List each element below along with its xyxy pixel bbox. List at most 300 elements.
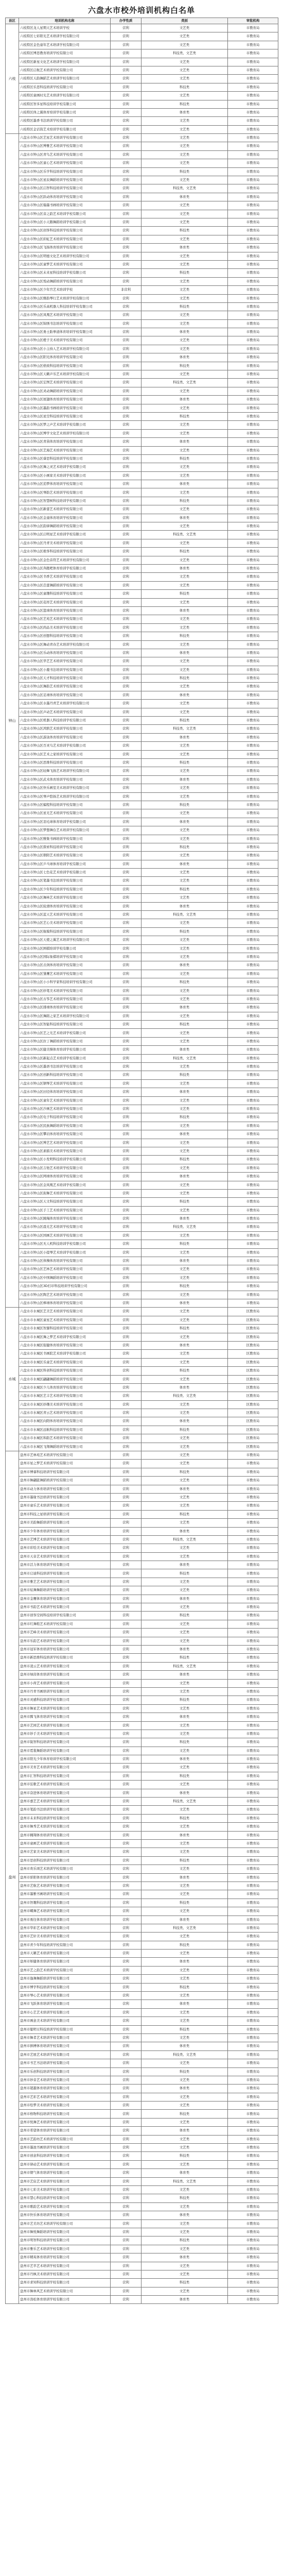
table-row — [6, 1383, 278, 1392]
table-row — [6, 2169, 278, 2177]
cell-approval-authority: 市教育局 — [228, 1037, 278, 1045]
cell-approval-authority: 市教育局 — [228, 1924, 278, 1932]
cell-category: 文艺类 — [142, 252, 228, 260]
cell-approval-authority: 市教育局 — [228, 1282, 278, 1291]
cell-approval-authority: 市教育局 — [228, 1992, 278, 2000]
table-row — [6, 1282, 278, 1291]
cell-operation-nature: 营利 — [111, 92, 142, 100]
cell-approval-authority: 市教育局 — [228, 2262, 278, 2270]
cell-approval-authority: 市教育局 — [228, 885, 278, 893]
cell-operation-nature: 营利 — [111, 1696, 142, 1704]
cell-category: 文艺类 — [142, 429, 228, 437]
cell-institution-name: 六枝特区新星文化艺术培训学校有限公司 — [19, 58, 111, 66]
cell-approval-authority: 市教育局 — [228, 471, 278, 480]
cell-operation-nature: 营利 — [111, 429, 142, 437]
table-row — [6, 1392, 278, 1400]
cell-category: 文艺类 — [142, 1139, 228, 1147]
cell-approval-authority: 市教育局 — [228, 894, 278, 902]
table-row — [6, 100, 278, 108]
cell-approval-authority: 市教育局 — [228, 227, 278, 235]
cell-operation-nature: 营利 — [111, 159, 142, 167]
cell-operation-nature: 营利 — [111, 1477, 142, 1485]
cell-institution-name: 盘州市天音艺术培训学校有限公司 — [19, 1552, 111, 1561]
cell-approval-authority: 市教育局 — [228, 286, 278, 294]
cell-institution-name: 六盘水市钟山区童趣科技培训学校有限公司 — [19, 590, 111, 598]
cell-operation-nature: 营利 — [111, 2236, 142, 2245]
cell-operation-nature: 营利 — [111, 2169, 142, 2177]
cell-category: 科技类 — [142, 1696, 228, 1704]
cell-operation-nature: 营利 — [111, 1755, 142, 1764]
cell-operation-nature: 营利 — [111, 1899, 142, 1907]
cell-operation-nature: 营利 — [111, 2067, 142, 2076]
cell-operation-nature: 营利 — [111, 66, 142, 74]
cell-institution-name: 六盘水市钟山区攀岩体育培训学校有限公司 — [19, 1130, 111, 1139]
table-row — [6, 1029, 278, 1037]
cell-institution-name: 盘州市欢乐颂艺术培训学校有限公司 — [19, 1865, 111, 1873]
cell-operation-nature: 营利 — [111, 1122, 142, 1130]
cell-operation-nature: 营利 — [111, 911, 142, 919]
cell-category: 文艺类 — [142, 471, 228, 480]
cell-category: 科技类 — [142, 2194, 228, 2202]
cell-category: 体育类 — [142, 1215, 228, 1223]
cell-category: 体育类 — [142, 1671, 228, 1679]
table-row — [6, 1147, 278, 1155]
cell-institution-name: 盘州市艺轩美术培训学校有限公司 — [19, 1933, 111, 1941]
cell-approval-authority: 区教育局 — [228, 1350, 278, 1358]
cell-approval-authority: 市教育局 — [228, 235, 278, 243]
cell-category: 体育类 — [142, 1646, 228, 1654]
cell-category: 文艺类 — [142, 1586, 228, 1595]
cell-institution-name: 六枝特区智多星科技培训学校有限公司 — [19, 100, 111, 108]
cell-category: 科技类 — [142, 843, 228, 851]
cell-category: 文艺类 — [142, 1460, 228, 1468]
cell-operation-nature: 营利 — [111, 623, 142, 632]
cell-institution-name: 六盘水市钟山区朝阳艺术培训学校有限公司 — [19, 852, 111, 860]
cell-approval-authority: 市教育局 — [228, 1046, 278, 1054]
cell-category: 文艺类 — [142, 2202, 228, 2211]
cell-category: 体育类 — [142, 244, 228, 252]
cell-operation-nature: 营利 — [111, 1460, 142, 1468]
table-row — [6, 666, 278, 674]
table-row — [6, 877, 278, 885]
cell-category: 文艺类 — [142, 1037, 228, 1045]
cell-approval-authority: 市教育局 — [228, 1265, 278, 1274]
cell-institution-name: 六盘水市钟山区奔跑吧体育培训学校有限公司 — [19, 565, 111, 573]
cell-institution-name: 六盘水市钟山区探索科技培训学校有限公司 — [19, 843, 111, 851]
cell-operation-nature: 营利 — [111, 1265, 142, 1274]
cell-institution-name: 六盘水市钟山区陶艺艺术培训学校有限公司 — [19, 1291, 111, 1299]
table-row — [6, 387, 278, 395]
cell-operation-nature: 营利 — [111, 1181, 142, 1189]
cell-operation-nature: 营利 — [111, 1173, 142, 1181]
cell-category: 科技类、文艺类 — [142, 1223, 228, 1231]
cell-category: 文艺类 — [142, 826, 228, 835]
cell-institution-name: 盘州市创意科技培训学校有限公司 — [19, 2152, 111, 2160]
cell-operation-nature: 营利 — [111, 885, 142, 893]
table-row — [6, 2177, 278, 2185]
cell-institution-name: 盘州市画意美术培训学校有限公司 — [19, 2017, 111, 2025]
cell-category: 科技类、文艺类 — [142, 1798, 228, 1806]
cell-category: 文艺类 — [142, 539, 228, 547]
cell-operation-nature: 营利 — [111, 1975, 142, 1983]
cell-institution-name: 六盘水市钟山区素描美术培训学校有限公司 — [19, 1147, 111, 1155]
table-row — [6, 1992, 278, 2000]
cell-operation-nature: 营利 — [111, 1375, 142, 1383]
cell-category: 体育类 — [142, 353, 228, 362]
cell-operation-nature: 营利 — [111, 41, 142, 49]
cell-approval-authority: 市教育局 — [228, 852, 278, 860]
cell-category: 体育类 — [142, 1958, 228, 1966]
cell-approval-authority: 市教育局 — [228, 1839, 278, 1848]
table-row — [6, 396, 278, 404]
cell-approval-authority: 市教育局 — [228, 2025, 278, 2033]
cell-approval-authority: 市教育局 — [228, 2076, 278, 2084]
cell-category: 文艺类 — [142, 1839, 228, 1848]
cell-approval-authority: 市教育局 — [228, 995, 278, 1003]
table-row — [6, 1299, 278, 1307]
cell-operation-nature: 营利 — [111, 125, 142, 133]
cell-category: 文艺类 — [142, 615, 228, 623]
cell-approval-authority: 市教育局 — [228, 1113, 278, 1122]
cell-operation-nature: 营利 — [111, 32, 142, 41]
cell-approval-authority: 市教育局 — [228, 336, 278, 345]
cell-operation-nature: 营利 — [111, 176, 142, 184]
table-row — [6, 328, 278, 336]
cell-approval-authority: 区教育局 — [228, 1358, 278, 1366]
cell-category: 体育类 — [142, 108, 228, 116]
cell-operation-nature: 营利 — [111, 1215, 142, 1223]
cell-operation-nature: 营利 — [111, 2160, 142, 2168]
cell-category: 科技类 — [142, 1367, 228, 1375]
cell-institution-name: 六盘水市钟山区少年科技培训学校有限公司 — [19, 885, 111, 893]
cell-operation-nature: 营利 — [111, 1586, 142, 1595]
cell-operation-nature: 营利 — [111, 1882, 142, 1890]
cell-institution-name: 六盘水市钟山区博雅艺术培训学校有限公司 — [19, 142, 111, 150]
cell-category: 体育类 — [142, 1485, 228, 1493]
cell-category: 文艺类 — [142, 767, 228, 775]
cell-institution-name: 盘州市矫健体育培训学校有限公司 — [19, 1958, 111, 1966]
cell-institution-name: 盘州市美育艺术培训学校有限公司 — [19, 1764, 111, 1772]
cell-operation-nature: 营利 — [111, 193, 142, 201]
cell-category: 文艺类 — [142, 142, 228, 150]
table-row — [6, 2127, 278, 2135]
cell-approval-authority: 市教育局 — [228, 691, 278, 699]
table-row — [6, 615, 278, 623]
cell-category: 文艺类 — [142, 1231, 228, 1240]
cell-category: 科技类 — [142, 1738, 228, 1747]
cell-approval-authority: 市教育局 — [228, 1772, 278, 1780]
table-row — [6, 2110, 278, 2118]
cell-operation-nature: 营利 — [111, 2253, 142, 2262]
cell-category: 科技类 — [142, 1856, 228, 1865]
table-row — [6, 2008, 278, 2016]
cell-operation-nature: 营利 — [111, 454, 142, 463]
cell-operation-nature: 营利 — [111, 362, 142, 370]
cell-category: 科技类 — [142, 1198, 228, 1206]
cell-operation-nature: 营利 — [111, 852, 142, 860]
table-row — [6, 345, 278, 353]
cell-approval-authority: 市教育局 — [228, 41, 278, 49]
table-row — [6, 2102, 278, 2110]
cell-approval-authority: 市教育局 — [228, 328, 278, 336]
cell-approval-authority: 市教育局 — [228, 1079, 278, 1088]
cell-institution-name: 六盘水市钟山区灵动舞蹈培训学校有限公司 — [19, 387, 111, 395]
cell-approval-authority: 市教育局 — [228, 58, 278, 66]
cell-approval-authority: 市教育局 — [228, 666, 278, 674]
cell-approval-authority: 市教育局 — [228, 1654, 278, 1662]
cell-category: 文艺类 — [142, 159, 228, 167]
cell-category: 文艺类 — [142, 387, 228, 395]
cell-institution-name: 六盘水市钟山区舞蹈之家艺术培训学校有限公司 — [19, 1012, 111, 1020]
cell-institution-name: 盘州市童画艺术培训学校有限公司 — [19, 1839, 111, 1848]
cell-institution-name: 盘州市灵感科技培训学校有限公司 — [19, 1696, 111, 1704]
cell-operation-nature: 营利 — [111, 2093, 142, 2101]
cell-approval-authority: 市教育局 — [228, 1747, 278, 1755]
cell-category: 文艺类 — [142, 41, 228, 49]
cell-institution-name: 六盘水市钟山区乐学科技培训学校有限公司 — [19, 167, 111, 176]
cell-category: 文艺类 — [142, 708, 228, 716]
table-row — [6, 632, 278, 640]
cell-operation-nature: 营利 — [111, 210, 142, 218]
cell-institution-name: 盘州市动力体育培训学校有限公司 — [19, 1485, 111, 1493]
cell-operation-nature: 营利 — [111, 514, 142, 522]
table-row — [6, 2042, 278, 2050]
cell-category: 体育类 — [142, 1417, 228, 1426]
cell-category: 体育类 — [142, 1341, 228, 1349]
cell-approval-authority: 区教育局 — [228, 1400, 278, 1409]
cell-approval-authority: 市教育局 — [228, 623, 278, 632]
table-row — [6, 480, 278, 488]
cell-operation-nature: 营利 — [111, 1831, 142, 1839]
table-row — [6, 379, 278, 387]
table-row — [6, 1400, 278, 1409]
table-row — [6, 1105, 278, 1113]
table-row — [6, 725, 278, 733]
cell-operation-nature: 营利 — [111, 1798, 142, 1806]
table-row — [6, 134, 278, 142]
table-row — [6, 2076, 278, 2084]
cell-category: 体育类 — [142, 1088, 228, 1096]
cell-approval-authority: 市教育局 — [228, 1823, 278, 1831]
cell-institution-name: 六盘水市水城区翩翩舞蹈培训学校有限公司 — [19, 1375, 111, 1383]
cell-operation-nature: 营利 — [111, 2262, 142, 2270]
cell-operation-nature: 营利 — [111, 1468, 142, 1476]
cell-category: 文艺类 — [142, 2033, 228, 2042]
table-row — [6, 1620, 278, 1628]
table-row — [6, 1460, 278, 1468]
table-row — [6, 41, 278, 49]
cell-institution-name: 六盘水市钟山区晨光艺术培训学校有限公司 — [19, 1223, 111, 1231]
cell-category: 体育类 — [142, 1004, 228, 1012]
cell-institution-name: 盘州市舞星艺术培训学校有限公司 — [19, 1704, 111, 1713]
cell-institution-name: 盘州市舞秀艺术培训学校有限公司 — [19, 1823, 111, 1831]
table-row — [6, 1831, 278, 1839]
cell-approval-authority: 市教育局 — [228, 1975, 278, 1983]
cell-category: 科技类 — [142, 2152, 228, 2160]
cell-approval-authority: 市教育局 — [228, 1856, 278, 1865]
table-row — [6, 1578, 278, 1586]
cell-approval-authority: 市教育局 — [228, 1468, 278, 1476]
cell-category: 文艺类 — [142, 150, 228, 159]
cell-institution-name: 盘州市艺宸艺术培训学校有限公司 — [19, 2177, 111, 2185]
cell-institution-name: 六盘水市水城区科创科技培训学校有限公司 — [19, 1367, 111, 1375]
table-row — [6, 218, 278, 226]
cell-institution-name: 六盘水市钟山区足球体育培训学校有限公司 — [19, 691, 111, 699]
cell-approval-authority: 市教育局 — [228, 674, 278, 683]
cell-category: 文艺类 — [142, 1434, 228, 1443]
cell-operation-nature: 营利 — [111, 1687, 142, 1696]
cell-operation-nature: 营利 — [111, 1950, 142, 1958]
table-row — [6, 1434, 278, 1443]
cell-institution-name: 盘州市精英体育培训学校有限公司 — [19, 2253, 111, 2262]
cell-category: 科技类、文艺类 — [142, 531, 228, 539]
table-row — [6, 1113, 278, 1122]
cell-institution-name: 六盘水市钟山区书香艺术培训学校有限公司 — [19, 573, 111, 581]
table-row — [6, 2296, 278, 2304]
cell-category: 科技类 — [142, 885, 228, 893]
cell-institution-name: 六盘水市钟山区艺术之家培训学校有限公司 — [19, 750, 111, 758]
cell-category: 文艺类 — [142, 1865, 228, 1873]
cell-approval-authority: 市教育局 — [228, 2110, 278, 2118]
cell-approval-authority: 市教育局 — [228, 2152, 278, 2160]
cell-category: 科技类 — [142, 1772, 228, 1780]
cell-institution-name: 六盘水市钟山区百灵鸟艺术培训学校有限公司 — [19, 742, 111, 750]
cell-institution-name: 六盘水市钟山区金色音符艺术培训学校有限公司 — [19, 556, 111, 564]
table-row — [6, 911, 278, 919]
cell-category: 文艺类 — [142, 2076, 228, 2084]
table-row — [6, 1325, 278, 1333]
table-row — [6, 1789, 278, 1797]
table-row — [6, 514, 278, 522]
cell-operation-nature: 营利 — [111, 1839, 142, 1848]
cell-operation-nature: 营利 — [111, 742, 142, 750]
table-row — [6, 767, 278, 775]
table-row — [6, 75, 278, 83]
table-row — [6, 1781, 278, 1789]
table-row — [6, 142, 278, 150]
table-row — [6, 286, 278, 294]
cell-operation-nature: 营利 — [111, 1223, 142, 1231]
cell-category: 科技类 — [142, 2067, 228, 2076]
cell-category: 科技类 — [142, 2236, 228, 2245]
cell-category: 文艺类 — [142, 1806, 228, 1814]
cell-category: 体育类 — [142, 1527, 228, 1535]
cell-institution-name: 盘州市艺彩艺术培训学校有限公司 — [19, 2093, 111, 2101]
cell-operation-nature: 营利 — [111, 1004, 142, 1012]
cell-category: 文艺类 — [142, 1578, 228, 1586]
cell-approval-authority: 市教育局 — [228, 2177, 278, 2185]
cell-category: 文艺类 — [142, 75, 228, 83]
cell-operation-nature: 营利 — [111, 1679, 142, 1687]
cell-institution-name: 六盘水市钟山区橙子美术培训学校有限公司 — [19, 336, 111, 345]
cell-category: 文艺类 — [142, 683, 228, 691]
table-row — [6, 471, 278, 480]
table-row — [6, 1257, 278, 1265]
cell-approval-authority: 区教育局 — [228, 1426, 278, 1434]
cell-operation-nature: 营利 — [111, 936, 142, 944]
cell-institution-name: 六盘水市钟山区华艺艺术培训学校有限公司 — [19, 657, 111, 666]
cell-category: 文艺类 — [142, 2144, 228, 2152]
cell-institution-name: 六盘水市钟山区排球体育培训学校有限公司 — [19, 1004, 111, 1012]
cell-approval-authority: 市教育局 — [228, 1223, 278, 1231]
table-row — [6, 252, 278, 260]
cell-operation-nature: 营利 — [111, 1130, 142, 1139]
cell-operation-nature: 营利 — [111, 2279, 142, 2287]
cell-category: 文艺类 — [142, 556, 228, 564]
table-row — [6, 260, 278, 268]
cell-category: 科技类、文艺类 — [142, 2177, 228, 2185]
cell-operation-nature: 营利 — [111, 2270, 142, 2278]
table-row — [6, 792, 278, 801]
cell-institution-name: 盘州市美韵舞蹈培训学校有限公司 — [19, 1519, 111, 1527]
cell-institution-name: 六盘水市钟山区极客科技培训学校有限公司 — [19, 548, 111, 556]
table-row — [6, 1316, 278, 1324]
cell-institution-name: 六枝特区体之翼体育培训学校有限公司 — [19, 108, 111, 116]
table-row — [6, 556, 278, 564]
table-row — [6, 640, 278, 649]
cell-approval-authority: 区教育局 — [228, 1417, 278, 1426]
table-row — [6, 531, 278, 539]
table-row — [6, 522, 278, 531]
cell-institution-name: 盘州市心艺艺术培训学校有限公司 — [19, 2008, 111, 2016]
cell-institution-name: 六盘水市钟山区凤凰艺术培训学校有限公司 — [19, 311, 111, 319]
cell-operation-nature: 营利 — [111, 717, 142, 725]
table-row — [6, 1240, 278, 1248]
table-row — [6, 117, 278, 125]
cell-institution-name: 六盘水市钟山区健美操体育培训学校有限公司 — [19, 1046, 111, 1054]
table-row — [6, 1350, 278, 1358]
cell-approval-authority: 市教育局 — [228, 1299, 278, 1307]
cell-approval-authority: 市教育局 — [228, 396, 278, 404]
cell-approval-authority: 市教育局 — [228, 2102, 278, 2110]
table-row — [6, 809, 278, 818]
cell-category: 文艺类 — [142, 463, 228, 471]
cell-approval-authority: 市教育局 — [228, 134, 278, 142]
cell-institution-name: 六盘水市钟山区梦之声艺术培训学校有限公司 — [19, 421, 111, 429]
table-row — [6, 860, 278, 868]
cell-category: 体育类 — [142, 649, 228, 657]
cell-approval-authority: 市教育局 — [228, 294, 278, 302]
cell-approval-authority: 市教育局 — [228, 1493, 278, 1501]
cell-approval-authority: 市教育局 — [228, 184, 278, 193]
table-row — [6, 2270, 278, 2278]
cell-approval-authority: 市教育局 — [228, 657, 278, 666]
cell-institution-name: 盘州市思创科技培训学校有限公司 — [19, 1856, 111, 1865]
cell-operation-nature: 营利 — [111, 1493, 142, 1501]
cell-approval-authority: 市教育局 — [228, 83, 278, 91]
cell-approval-authority: 市教育局 — [228, 2008, 278, 2016]
table-row — [6, 1265, 278, 1274]
cell-operation-nature: 营利 — [111, 2194, 142, 2202]
table-row — [6, 742, 278, 750]
cell-category: 文艺类 — [142, 1274, 228, 1282]
cell-approval-authority: 市教育局 — [228, 725, 278, 733]
cell-approval-authority: 市教育局 — [228, 606, 278, 615]
table-row — [6, 201, 278, 210]
cell-institution-name: 六盘水市钟山区轮滑体育培训学校有限公司 — [19, 902, 111, 910]
district-cell: 水城 — [6, 1308, 19, 1451]
cell-institution-name: 六盘水市钟山区小鹿书法培训学校有限公司 — [19, 666, 111, 674]
cell-category: 体育类 — [142, 1916, 228, 1924]
cell-operation-nature: 营利 — [111, 100, 142, 108]
cell-institution-name: 六盘水市钟山区花样艺术培训学校有限公司 — [19, 598, 111, 606]
table-row — [6, 1941, 278, 1949]
cell-category: 科技类、文艺类 — [142, 184, 228, 193]
cell-operation-nature: 营利 — [111, 1088, 142, 1096]
cell-approval-authority: 市教育局 — [228, 717, 278, 725]
table-row — [6, 1933, 278, 1941]
cell-institution-name: 盘州市聪明豆科技培训学校有限公司 — [19, 2025, 111, 2033]
